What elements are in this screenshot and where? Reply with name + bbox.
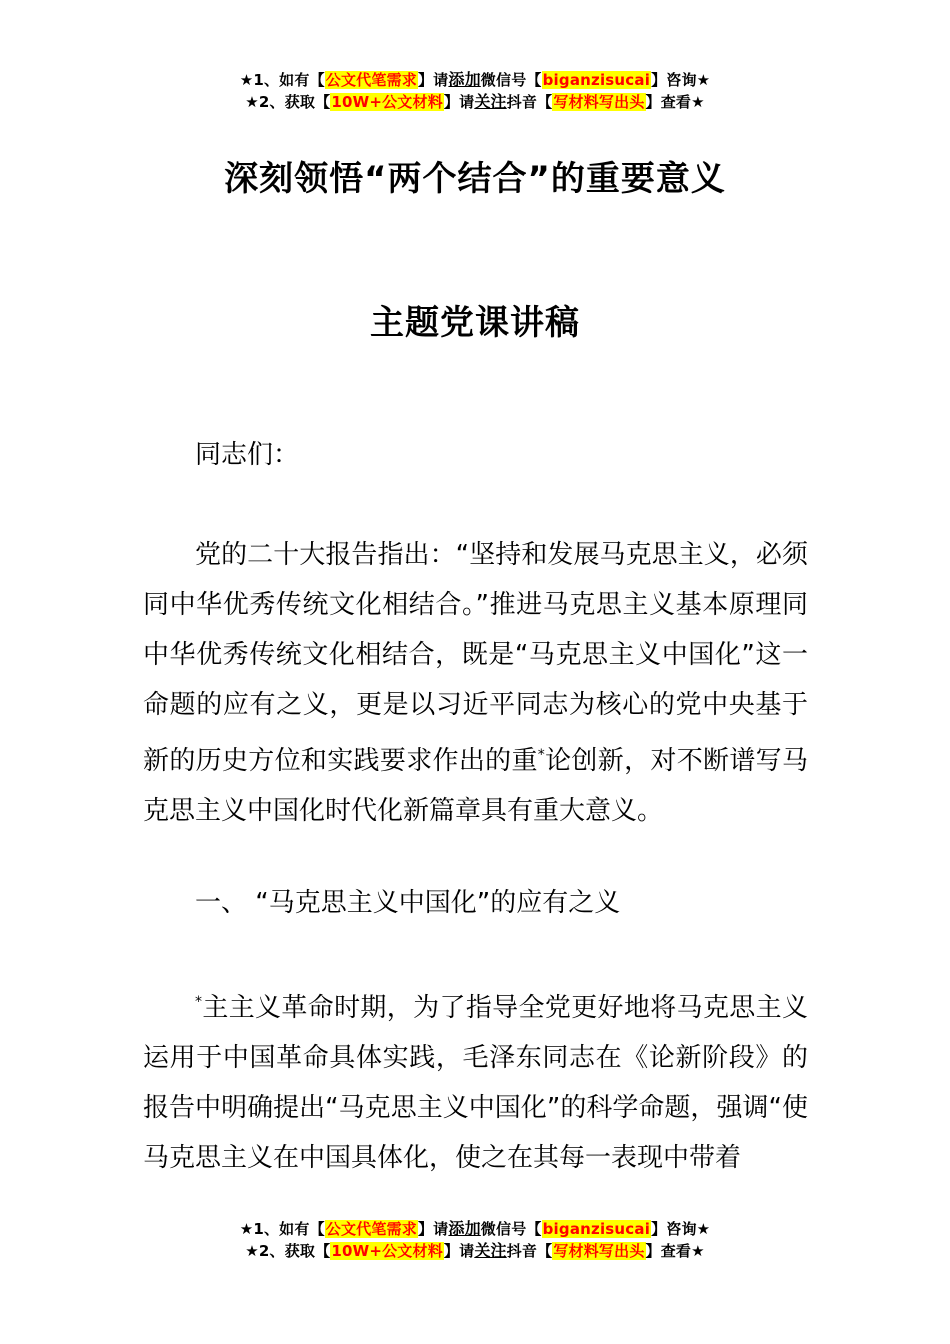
highlight-wechat-id: biganzisucai xyxy=(542,71,651,89)
top-banner xyxy=(0,69,950,113)
paragraph-intro: 党的二十大报告指出：“坚持和发展马克思主义，必须同中华优秀传统文化相结合。”推进马克思主义基本原理同中华优秀传统文化相结合，既是“马克思主义中国化”这一命题的应有之义，更是以习近平同志为核心的党中央基于新的历史方位和实践要求作出的重*论创新，对不断谱写马克思主义中国化时代化新篇章具有重大意义。 xyxy=(143,540,808,826)
section-heading-1: 一、 “马克思主义中国化”的应有之义 xyxy=(195,888,621,918)
salutation: 同志们： xyxy=(195,440,300,470)
document-subtitle: 主题党课讲稿 xyxy=(370,303,580,343)
highlight-douyin-id: 写材料写出头 xyxy=(553,93,645,111)
redaction-mark: * xyxy=(195,994,202,1010)
banner-line-1: ★1、如有【公文代笔需求】请添加微信号【biganzisucai】咨询★ xyxy=(239,70,711,89)
banner-line-2: ★2、获取【10W+公文材料】请关注抖音【写材料写出头】查看★ xyxy=(245,92,705,111)
paragraph-section-1: *主主义革命时期，为了指导全党更好地将马克思主义运用于中国革命具体实践，毛泽东同志在《论新阶段》的报告中明确提出“马克思主义中国化”的科学命题，强调“使马克思主义在中国具体化，使之在其每一表现中带着 xyxy=(143,993,808,1173)
highlight-materials: 10W+公文材料 xyxy=(331,1242,443,1260)
banner-line-2: ★2、获取【10W+公文材料】请关注抖音【写材料写出头】查看★ xyxy=(245,1241,705,1260)
document-title: 深刻领悟“两个结合”的重要意义 xyxy=(224,159,726,199)
highlight-materials: 10W+公文材料 xyxy=(331,93,443,111)
highlight-service: 公文代笔需求 xyxy=(325,1220,417,1238)
emphasis-follow: 关注 xyxy=(474,1241,507,1260)
emphasis-follow: 关注 xyxy=(474,92,507,111)
highlight-wechat-id: biganzisucai xyxy=(542,1220,651,1238)
bottom-banner xyxy=(0,1218,950,1262)
banner-line-1: ★1、如有【公文代笔需求】请添加微信号【biganzisucai】咨询★ xyxy=(239,1219,711,1238)
highlight-service: 公文代笔需求 xyxy=(325,71,417,89)
redaction-mark: * xyxy=(537,747,545,763)
highlight-douyin-id: 写材料写出头 xyxy=(553,1242,645,1260)
emphasis-add: 添加 xyxy=(448,70,481,89)
emphasis-add: 添加 xyxy=(448,1219,481,1238)
